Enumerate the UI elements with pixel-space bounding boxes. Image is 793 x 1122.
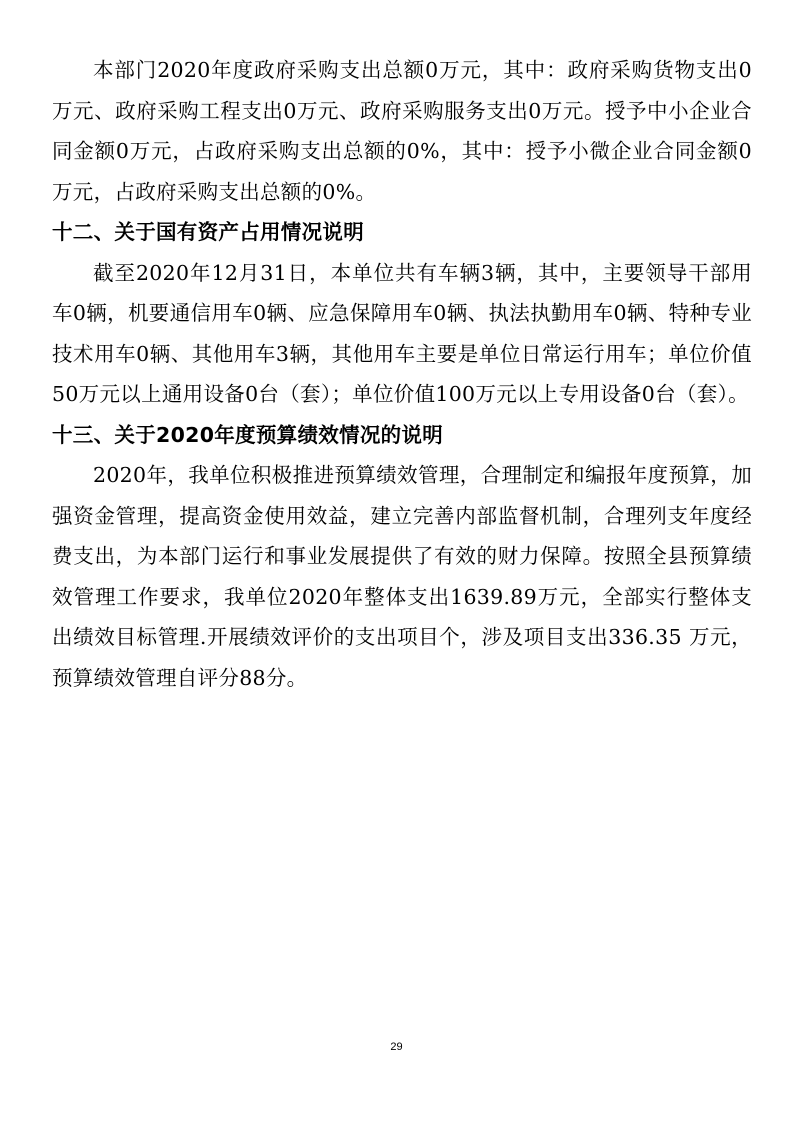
procurement-paragraph: 本部门2020年度政府采购支出总额0万元，其中：政府采购货物支出0万元、政府采购工程支出0万元、政府采购服务支出0万元。授予中小企业合同金额0万元，占政府采购支出总额的0%，其中：授予小微企业合同金额0万元，占政府采购支出总额的0%。 bbox=[52, 58, 752, 204]
section-heading-assets: 十二、关于国有资产占用情况说明 bbox=[52, 220, 364, 244]
assets-paragraph: 截至2020年12月31日，本单位共有车辆3辆，其中，主要领导干部用车0辆，机要通信用车0辆、应急保障用车0辆、执法执勤用车0辆、特种专业技术用车0辆、其他用车3辆，其他用车主要是单位日常运行用车；单位价值50万元以上通用设备0台（套）；单位价值100万元以上专用设备0台（套）。 bbox=[52, 260, 752, 406]
section-heading-performance: 十三、关于2020年度预算绩效情况的说明 bbox=[52, 422, 444, 447]
performance-paragraph: 2020年，我单位积极推进预算绩效管理，合理制定和编报年度预算，加强资金管理，提高资金使用效益，建立完善内部监督机制，合理列支年度经费支出，为本部门运行和事业发展提供了有效的财力保障。按照全县预算绩效管理工作要求，我单位2020年整体支出1639.89万元，全部实行整体支出绩效目标管理.开展绩效评价的支出项目个，涉及项目支出336.35 万元，预算绩效管理自评分88分。 bbox=[52, 463, 752, 690]
page-number: 29 bbox=[390, 1041, 403, 1053]
page-body bbox=[52, 50, 752, 698]
